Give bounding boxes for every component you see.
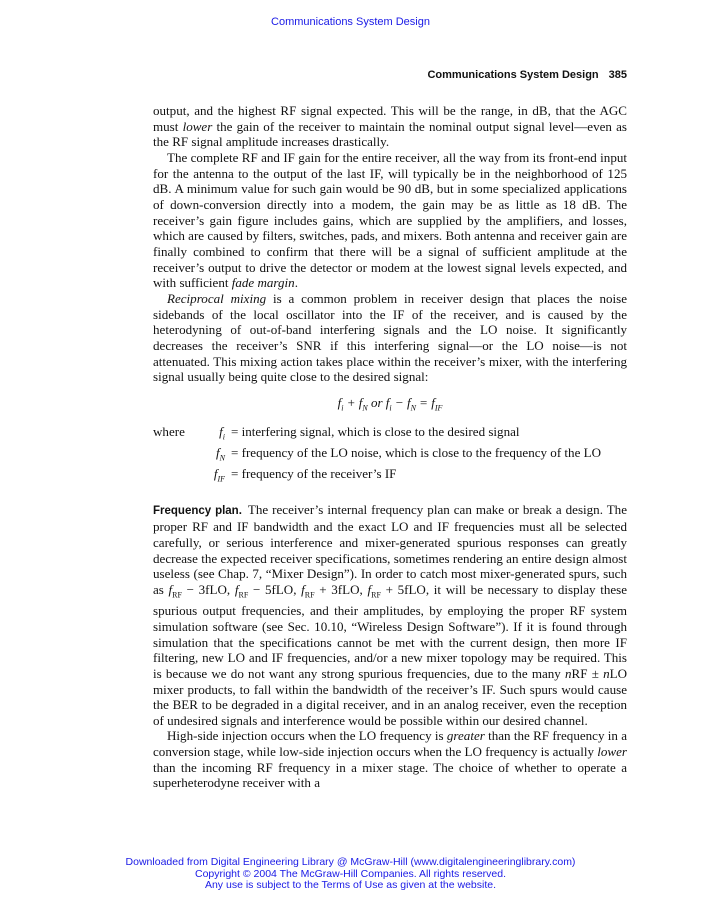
- section-heading: Frequency plan.: [153, 504, 242, 517]
- where-list: [153, 424, 627, 488]
- running-title: Communications System Design: [427, 69, 599, 81]
- where-row: [153, 445, 627, 466]
- where-row: [153, 424, 627, 445]
- footer-copyright[interactable]: Copyright © 2004 The McGraw-Hill Companies. All rights reserved.: [195, 867, 506, 880]
- footer-download-link[interactable]: Downloaded from Digital Engineering Library @ McGraw-Hill (www.digitalengineeringlibrary.com): [125, 856, 576, 868]
- where-row: [153, 466, 627, 487]
- paragraph-5: High-side injection occurs when the LO frequency is greater than the RF frequency in a conversion stage, while low-side injection occurs when the LO frequency is actually lower than the incoming RF frequency in a mixer stage. The choice of whether to operate a superheterodyne receiver with a: [153, 728, 627, 791]
- where-symbol: $f_N$: [216, 445, 225, 463]
- where-definition: = frequency of the LO noise, which is close to the frequency of the LO: [231, 445, 602, 461]
- where-symbol: $f_i$: [219, 424, 225, 442]
- where-definition: = frequency of the receiver’s IF: [231, 466, 397, 482]
- paragraph-4: The receiver’s internal frequency plan can make or break a design. The proper RF and IF bandwidth and the exact LO and IF frequencies must all be selected carefully, or serious interference and mixer-generated spurious responses can greatly decrease the expected receiver specifications, sometimes rendering an entire design almost useless (see Chap. 7, “Mixer Design”). In order to catch most mixer-generated spurs, such as $f_{RF} - 3fLO$, $f_{RF} - 5fLO$, $f_{RF} + 3fLO$, $f_{RF} + 5fLO$, it will be necessary to display these spurious output frequencies, and their amplitudes, by employing the proper RF system simulation software (see Sec. 10.10, “Wireless Design Software”). If it is found through simulation that the specifications cannot be met with the current design, then more IF filtering, new LO and IF frequencies, and/or a new mixer topology may be required. This is because we do not want any strong spurious frequencies, due to the many nRF ± nLO mixer products, to fall within the bandwidth of the receiver’s IF. Such spurs would cause the BER to be degraded in a digital receiver, and in an analog receiver, even the reception of undesired signals and interference would be possible within our desired channel.: [153, 501, 628, 728]
- where-label: where: [153, 424, 185, 440]
- page-body: [153, 103, 627, 791]
- paragraph-3: Reciprocal mixing is a common problem in receiver design that places the noise sidebands of the local oscillator into the IF of the receiver, and is caused by the heterodyning of out-of-band interfering signals and the LO noise. It significantly decreases the receiver’s SNR if this interfering signal—or the LO noise—is not attenuated. This mixing action takes place within the receiver’s mixer, with the interfering signal usually being quite close to the desired signal:: [153, 290, 627, 385]
- page-number: 385: [608, 69, 627, 81]
- paragraph-frequency-plan: [153, 502, 627, 729]
- paragraph-2: The complete RF and IF gain for the entire receiver, all the way from its front-end input for the antenna to the output of the last IF, will typically be in the neighborhood of 125 dB. A minimum value for such gain would be 90 dB, but in some specialized applications of down-conversion directly into a modem, the gain may be as little as 18 dB. The receiver’s gain figure includes gains, which are supplied by the amplifiers, and losses, which are caused by filters, switches, pads, and mixers. Both antenna and receiver gain are finally combined to confirm that there will be a signal of sufficient amplitude at the receiver’s output to drive the detector or modem at the lowest signal levels expected, and with sufficient fade margin.: [153, 149, 627, 291]
- paragraph-1: output, and the highest RF signal expected. This will be the range, in dB, that the AGC must lower the gain of the receiver to maintain the nominal output signal level—even as the RF signal amplitude increases drastically.: [153, 103, 627, 150]
- equation: $f_i + f_N$ or $f_i - f_N = f_{IF}$: [337, 394, 443, 413]
- running-head: [427, 69, 627, 81]
- top-chapter-link[interactable]: Communications System Design: [271, 16, 430, 28]
- where-definition: = interfering signal, which is close to the desired signal: [231, 424, 520, 440]
- footer-terms[interactable]: Any use is subject to the Terms of Use as given at the website.: [204, 879, 497, 891]
- footer: [0, 857, 701, 892]
- where-symbol: $f_{IF}$: [213, 466, 225, 485]
